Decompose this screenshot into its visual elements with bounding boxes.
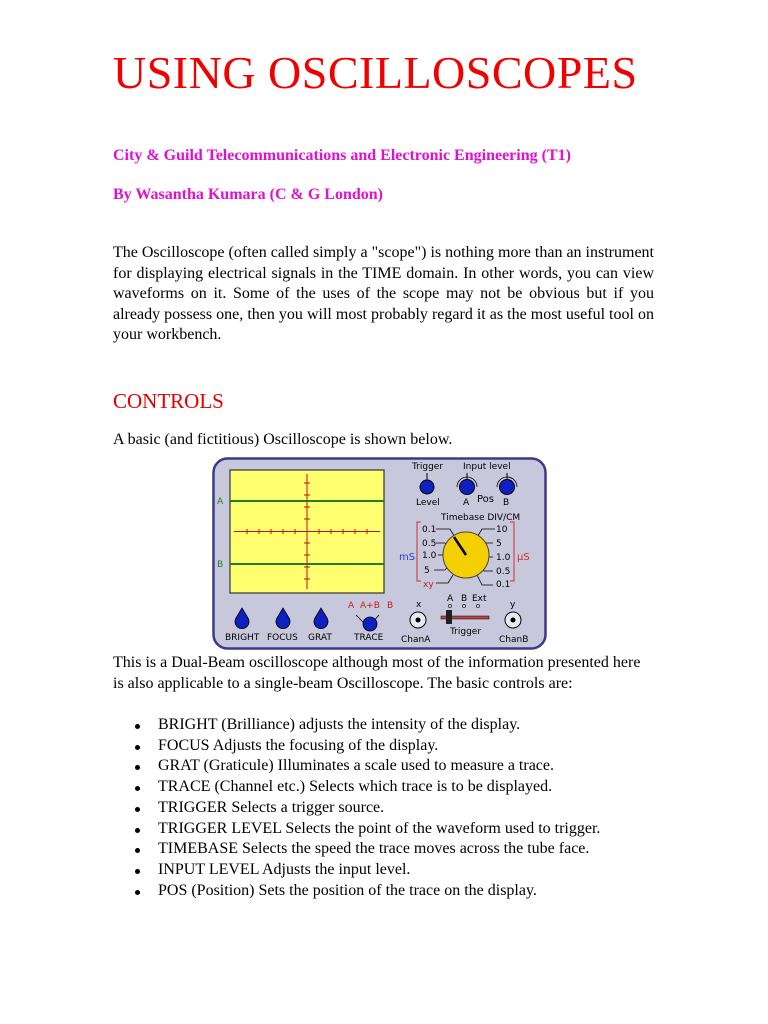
- svg-text:0.5: 0.5: [422, 539, 437, 549]
- trace-option-a: A: [348, 601, 355, 611]
- y-input-label: y: [510, 600, 516, 610]
- trace-label: TRACE: [354, 633, 384, 643]
- input-level-label: Input level: [463, 462, 511, 472]
- focus-label: FOCUS: [267, 633, 298, 643]
- intro-paragraph: The Oscilloscope (often called simply a "scope") is nothing more than an instrument for displaying electrical signals in the TIME domain. In other words, you can view waveforms on it. Some of the uses of the scope may not be obvious but if you already possess one, then you will most probably regard it as the most useful tool on your workbench.: [113, 244, 654, 343]
- timebase-knob[interactable]: [443, 532, 489, 578]
- list-item: GRAT (Graticule) Illuminates a scale used to measure a trace.: [113, 756, 600, 777]
- level-label: Level: [416, 498, 440, 508]
- us-label: µS: [517, 552, 530, 563]
- trigger-source-ext: Ext: [472, 594, 487, 604]
- svg-text:xy: xy: [423, 580, 434, 590]
- author-line: By Wasantha Kumara (C & G London): [113, 186, 383, 203]
- chan-a-connector[interactable]: [410, 612, 426, 628]
- list-item: TRACE (Channel etc.) Selects which trace is to be displayed.: [113, 777, 600, 798]
- list-item: TRIGGER Selects a trigger source.: [113, 798, 600, 819]
- trigger-source-a: A: [447, 594, 454, 604]
- svg-text:5: 5: [496, 539, 502, 549]
- course-subtitle: City & Guild Telecommunications and Electronic Engineering (T1): [113, 147, 571, 164]
- controls-list: [113, 715, 600, 901]
- svg-text:5: 5: [424, 566, 430, 576]
- list-item: BRIGHT (Brilliance) adjusts the intensity of the display.: [113, 715, 600, 736]
- svg-text:0.1: 0.1: [422, 525, 437, 535]
- list-item: TIMEBASE Selects the speed the trace moves across the tube face.: [113, 839, 600, 860]
- list-item: FOCUS Adjusts the focusing of the display.: [113, 736, 600, 757]
- description-paragraph: This is a Dual-Beam oscilloscope although most of the information presented here is also applicable to a single-beam Oscilloscope. The basic controls are:: [113, 654, 641, 692]
- scope-screen: [230, 470, 384, 593]
- pos-b-label: B: [503, 498, 510, 508]
- trace-option-ab: A+B: [360, 601, 380, 611]
- chan-b-label: ChanB: [499, 635, 529, 645]
- chan-a-label: ChanA: [401, 635, 431, 645]
- trigger-source-b: B: [461, 594, 468, 604]
- trigger-bottom-label: Trigger: [450, 627, 482, 637]
- pos-a-label: A: [463, 498, 470, 508]
- list-item: POS (Position) Sets the position of the trace on the display.: [113, 881, 600, 902]
- timebase-label: Timebase DIV/CM: [441, 513, 521, 523]
- bright-label: BRIGHT: [225, 633, 260, 643]
- page-title: USING OSCILLOSCOPES: [113, 47, 638, 98]
- trace-b-label: B: [217, 560, 224, 570]
- ms-label: mS: [399, 552, 416, 563]
- pos-label: Pos: [477, 494, 495, 505]
- controls-heading: CONTROLS: [113, 389, 224, 413]
- trigger-label: Trigger: [412, 462, 444, 472]
- svg-text:0.1: 0.1: [496, 580, 511, 590]
- svg-text:0.5: 0.5: [496, 567, 511, 577]
- controls-intro: A basic (and fictitious) Oscilloscope is shown below.: [113, 431, 453, 448]
- x-input-label: x: [416, 600, 422, 610]
- trace-a-label: A: [217, 497, 224, 507]
- list-item: INPUT LEVEL Adjusts the input level.: [113, 860, 600, 881]
- svg-text:10: 10: [496, 525, 508, 535]
- svg-text:1.0: 1.0: [496, 553, 511, 563]
- list-item: TRIGGER LEVEL Selects the point of the waveform used to trigger.: [113, 819, 600, 840]
- svg-text:1.0: 1.0: [422, 551, 437, 561]
- grat-label: GRAT: [308, 633, 332, 643]
- chan-b-connector[interactable]: [505, 612, 521, 628]
- oscilloscope-diagram: [212, 457, 547, 650]
- trace-option-b: B: [387, 601, 394, 611]
